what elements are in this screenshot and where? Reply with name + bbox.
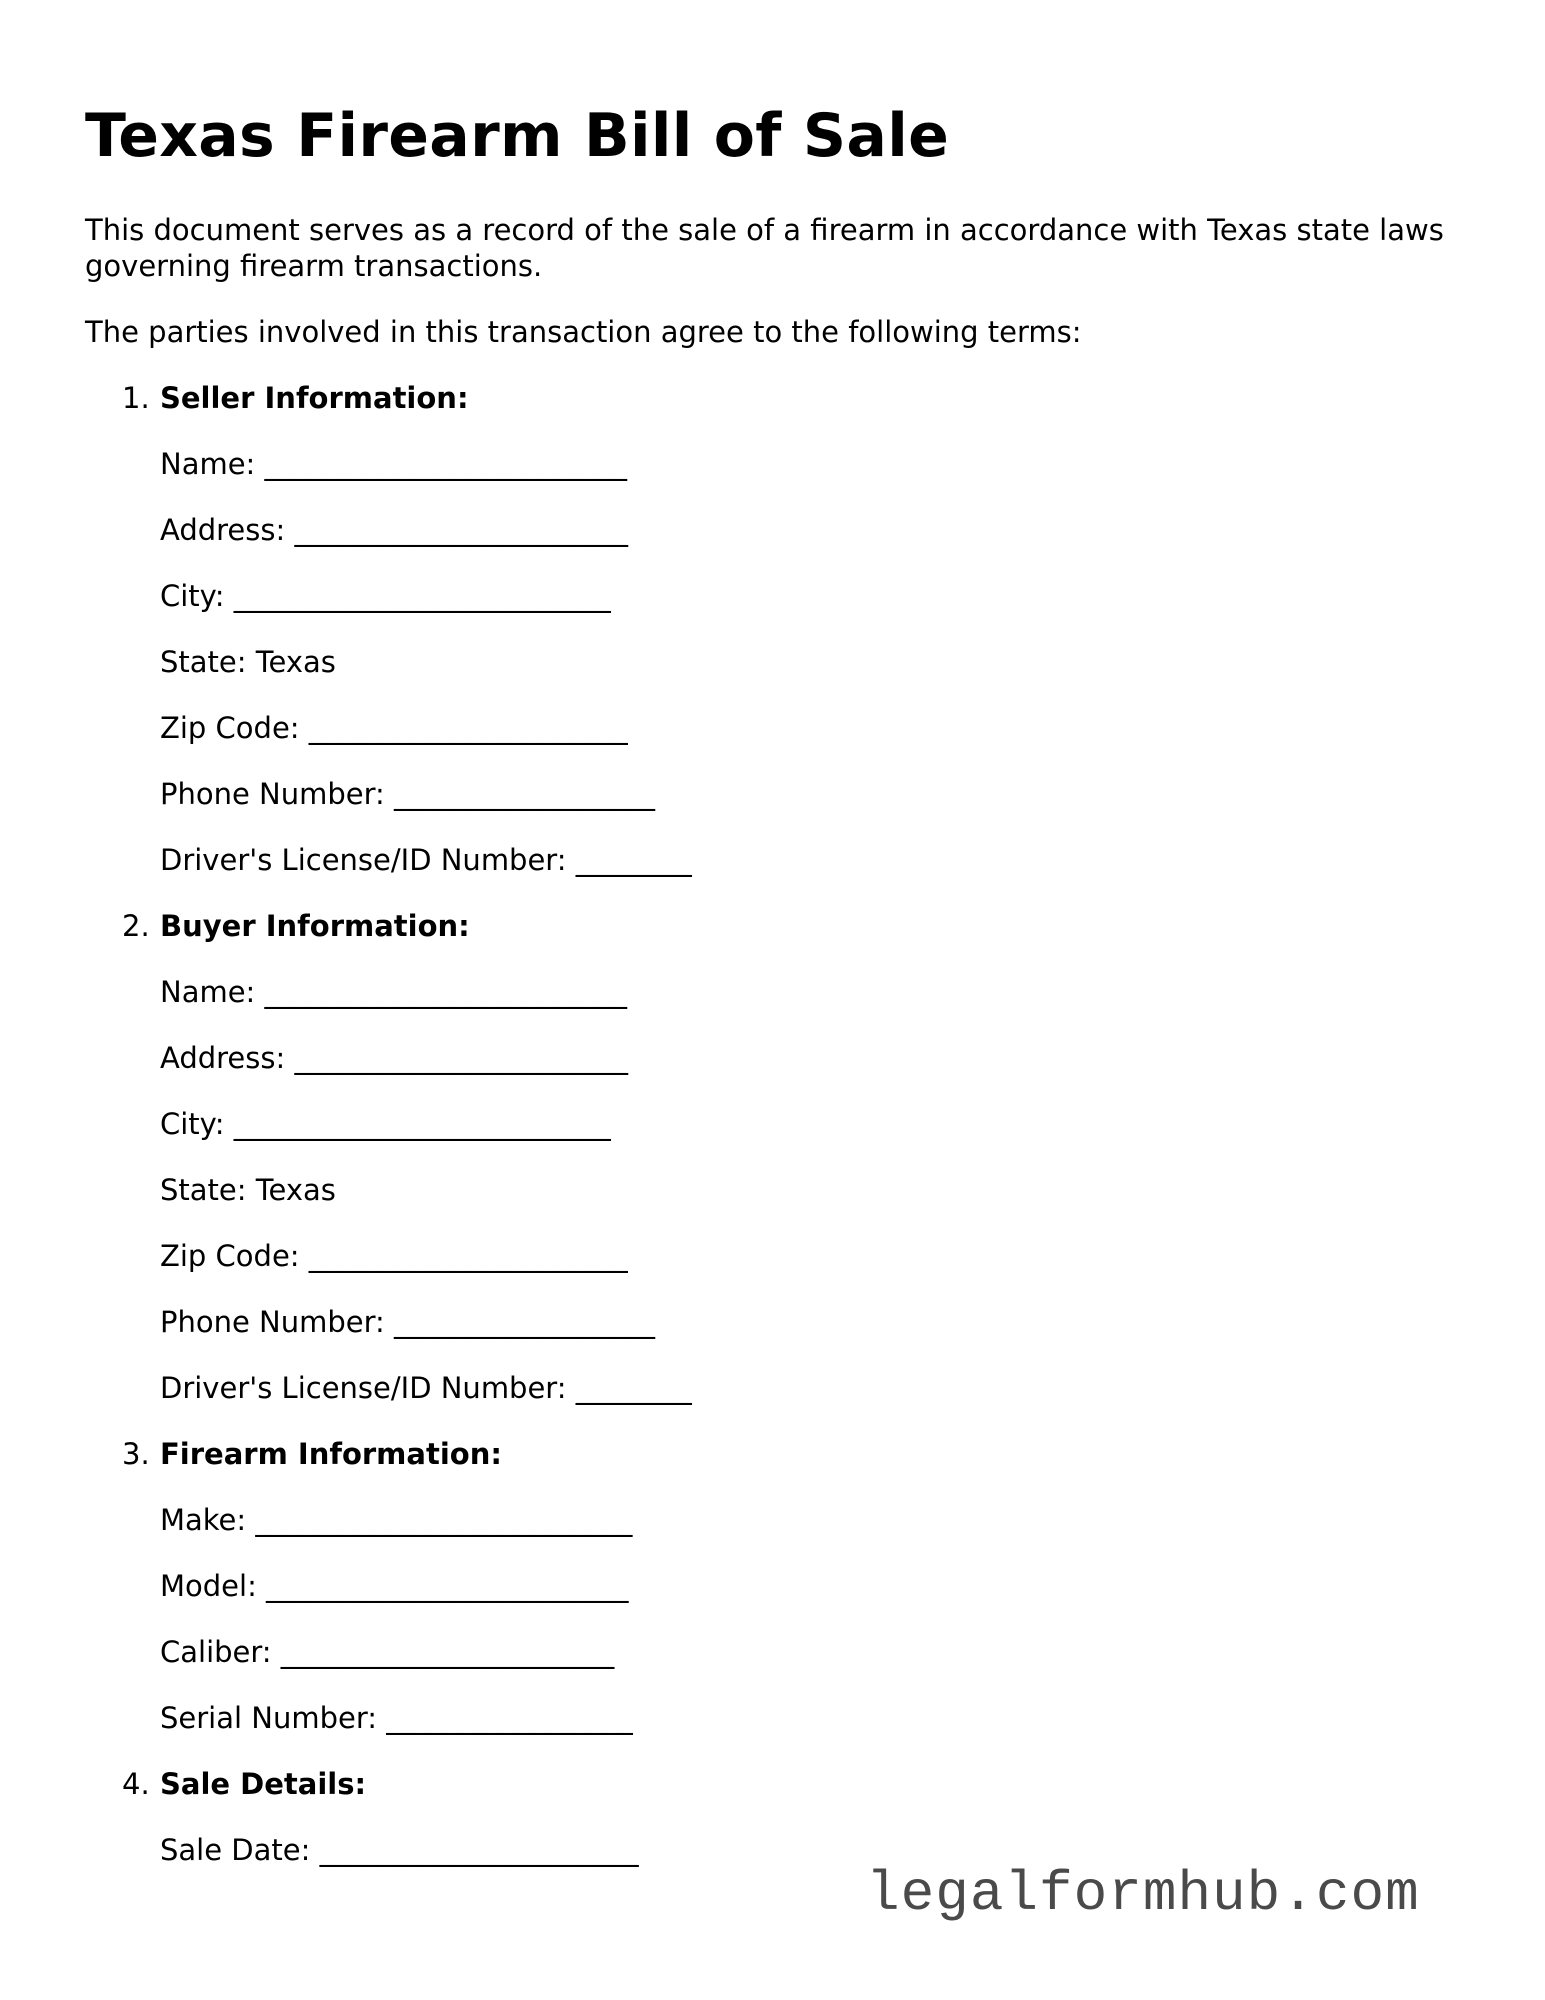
seller-name-field[interactable]: Name: _________________________ [160, 447, 628, 481]
section-seller [85, 380, 1465, 878]
seller-phone-field[interactable]: Phone Number: __________________ [160, 777, 656, 811]
section-title: Seller Information: [160, 381, 469, 415]
section-buyer [85, 908, 1465, 1406]
buyer-city-field[interactable]: City: __________________________ [160, 1107, 611, 1141]
document-title: Texas Firearm Bill of Sale [85, 101, 950, 171]
terms-intro: The parties involved in this transaction agree to the following terms: [85, 315, 1082, 349]
document-page [85, 100, 1465, 1898]
section-title: Buyer Information: [160, 909, 470, 943]
section-number: 3. [122, 1437, 150, 1471]
watermark: legalformhub.com [866, 1862, 1420, 1926]
firearm-caliber-field[interactable]: Caliber: _______________________ [160, 1635, 615, 1669]
firearm-model-field[interactable]: Model: _________________________ [160, 1569, 629, 1603]
section-number: 2. [122, 909, 150, 943]
buyer-phone-field[interactable]: Phone Number: __________________ [160, 1305, 656, 1339]
section-sale-details [85, 1766, 1465, 1868]
sale-date-field[interactable]: Sale Date: ______________________ [160, 1833, 639, 1867]
seller-city-field[interactable]: City: __________________________ [160, 579, 611, 613]
sections-list [85, 380, 1465, 1868]
seller-zip-field[interactable]: Zip Code: ______________________ [160, 711, 628, 745]
buyer-name-field[interactable]: Name: _________________________ [160, 975, 628, 1009]
buyer-zip-field[interactable]: Zip Code: ______________________ [160, 1239, 628, 1273]
buyer-address-field[interactable]: Address: _______________________ [160, 1041, 628, 1075]
section-firearm [85, 1436, 1465, 1736]
section-title: Firearm Information: [160, 1437, 502, 1471]
seller-address-field[interactable]: Address: _______________________ [160, 513, 628, 547]
buyer-state-field: State: Texas [160, 1173, 336, 1207]
seller-state-field: State: Texas [160, 645, 336, 679]
section-number: 1. [122, 381, 150, 415]
section-title: Sale Details: [160, 1767, 367, 1801]
firearm-serial-field[interactable]: Serial Number: _________________ [160, 1701, 633, 1735]
firearm-make-field[interactable]: Make: __________________________ [160, 1503, 633, 1537]
buyer-license-field[interactable]: Driver's License/ID Number: ________ [160, 1371, 692, 1405]
intro-paragraph: This document serves as a record of the sale of a firearm in accordance with Texas state laws governing firearm transactions. [85, 213, 1444, 283]
seller-license-field[interactable]: Driver's License/ID Number: ________ [160, 843, 692, 877]
section-number: 4. [122, 1767, 150, 1801]
